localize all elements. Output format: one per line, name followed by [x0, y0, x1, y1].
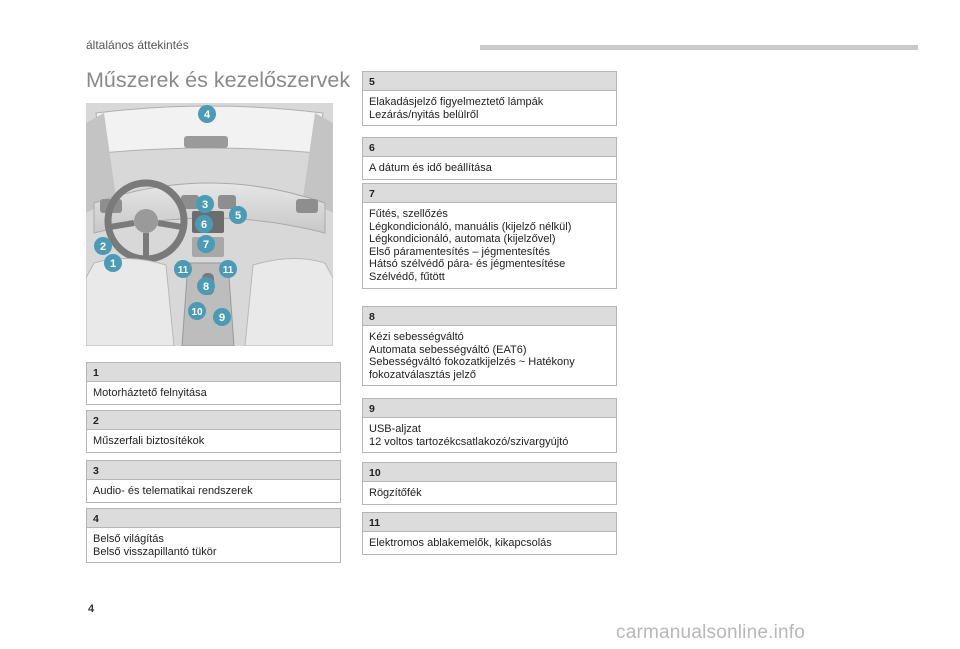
box-line: A dátum és idő beállítása: [369, 162, 492, 174]
callout-11-right: 11: [222, 265, 234, 276]
box-line: Belső világítás: [93, 533, 164, 545]
box-number: 3: [87, 461, 340, 480]
box-number: 8: [363, 307, 616, 326]
box-line: Automata sebességváltó (EAT6): [369, 343, 527, 356]
box-line: Fűtés, szellőzés: [369, 208, 448, 220]
page-number: 4: [88, 603, 95, 615]
box-line: 12 voltos tartozékcsatlakozó/szivargyújtó: [369, 435, 569, 448]
box-number: 1: [87, 363, 340, 382]
callout-1: 1: [109, 258, 117, 270]
box-line: Műszerfali biztosítékok: [93, 435, 205, 447]
box-line: Szélvédő, fűtött: [369, 270, 445, 283]
box-line: fokozatválasztás jelző: [369, 368, 476, 381]
info-box-11: [362, 512, 617, 555]
box-line: Audio- és telematikai rendszerek: [93, 485, 253, 497]
box-number: 10: [363, 463, 616, 482]
callout-6: 6: [200, 219, 208, 231]
box-number: 7: [363, 184, 616, 203]
info-box-8: [362, 306, 617, 386]
box-line: Elektromos ablakemelők, kikapcsolás: [369, 537, 552, 549]
callout-10: 10: [191, 307, 203, 318]
box-line: Belső visszapillantó tükör: [93, 545, 217, 558]
info-box-2: [86, 410, 341, 453]
box-line: Hátsó szélvédő pára- és jégmentesítése: [369, 258, 566, 271]
box-line: Rögzítőfék: [369, 487, 422, 499]
callout-9: 9: [218, 312, 226, 324]
callout-11-left: 11: [177, 265, 189, 276]
header-bar: [480, 45, 918, 50]
info-box-7: [362, 183, 617, 289]
callout-2: 2: [99, 241, 107, 253]
info-box-9: [362, 398, 617, 453]
box-number: 4: [87, 509, 340, 528]
box-line: USB-aljzat: [369, 423, 421, 435]
callout-7: 7: [202, 239, 210, 251]
callout-3: 3: [201, 199, 209, 211]
callout-4: 4: [203, 109, 211, 121]
box-line: Első páramentesítés – jégmentesítés: [369, 245, 550, 258]
box-number: 2: [87, 411, 340, 430]
callout-5: 5: [234, 210, 242, 222]
box-line: Sebességváltó fokozatkijelzés ~ Hatékony: [369, 356, 575, 369]
dashboard-illustration: [86, 103, 333, 346]
info-box-4: [86, 508, 341, 563]
callout-8: 8: [202, 281, 210, 293]
box-number: 11: [363, 513, 616, 532]
page-title: Műszerek és kezelőszervek: [86, 68, 351, 92]
box-line: Motorháztető felnyitása: [93, 387, 207, 399]
watermark[interactable]: carmanualsonline.info: [616, 622, 806, 643]
box-line: Elakadásjelző figyelmeztető lámpák: [369, 96, 544, 108]
box-line: Légkondicionáló, manuális (kijelző nélkül): [369, 220, 572, 233]
section-header: általános áttekintés: [86, 38, 189, 52]
box-number: 6: [363, 138, 616, 157]
box-line: Lezárás/nyitás belülről: [369, 108, 479, 121]
info-box-5: [362, 71, 617, 126]
box-line: Légkondicionáló, automata (kijelzővel): [369, 233, 556, 246]
info-box-6: [362, 137, 617, 180]
box-line: Kézi sebességváltó: [369, 331, 464, 343]
info-box-10: [362, 462, 617, 505]
box-number: 5: [363, 72, 616, 91]
info-box-3: [86, 460, 341, 503]
info-box-1: [86, 362, 341, 405]
box-number: 9: [363, 399, 616, 418]
